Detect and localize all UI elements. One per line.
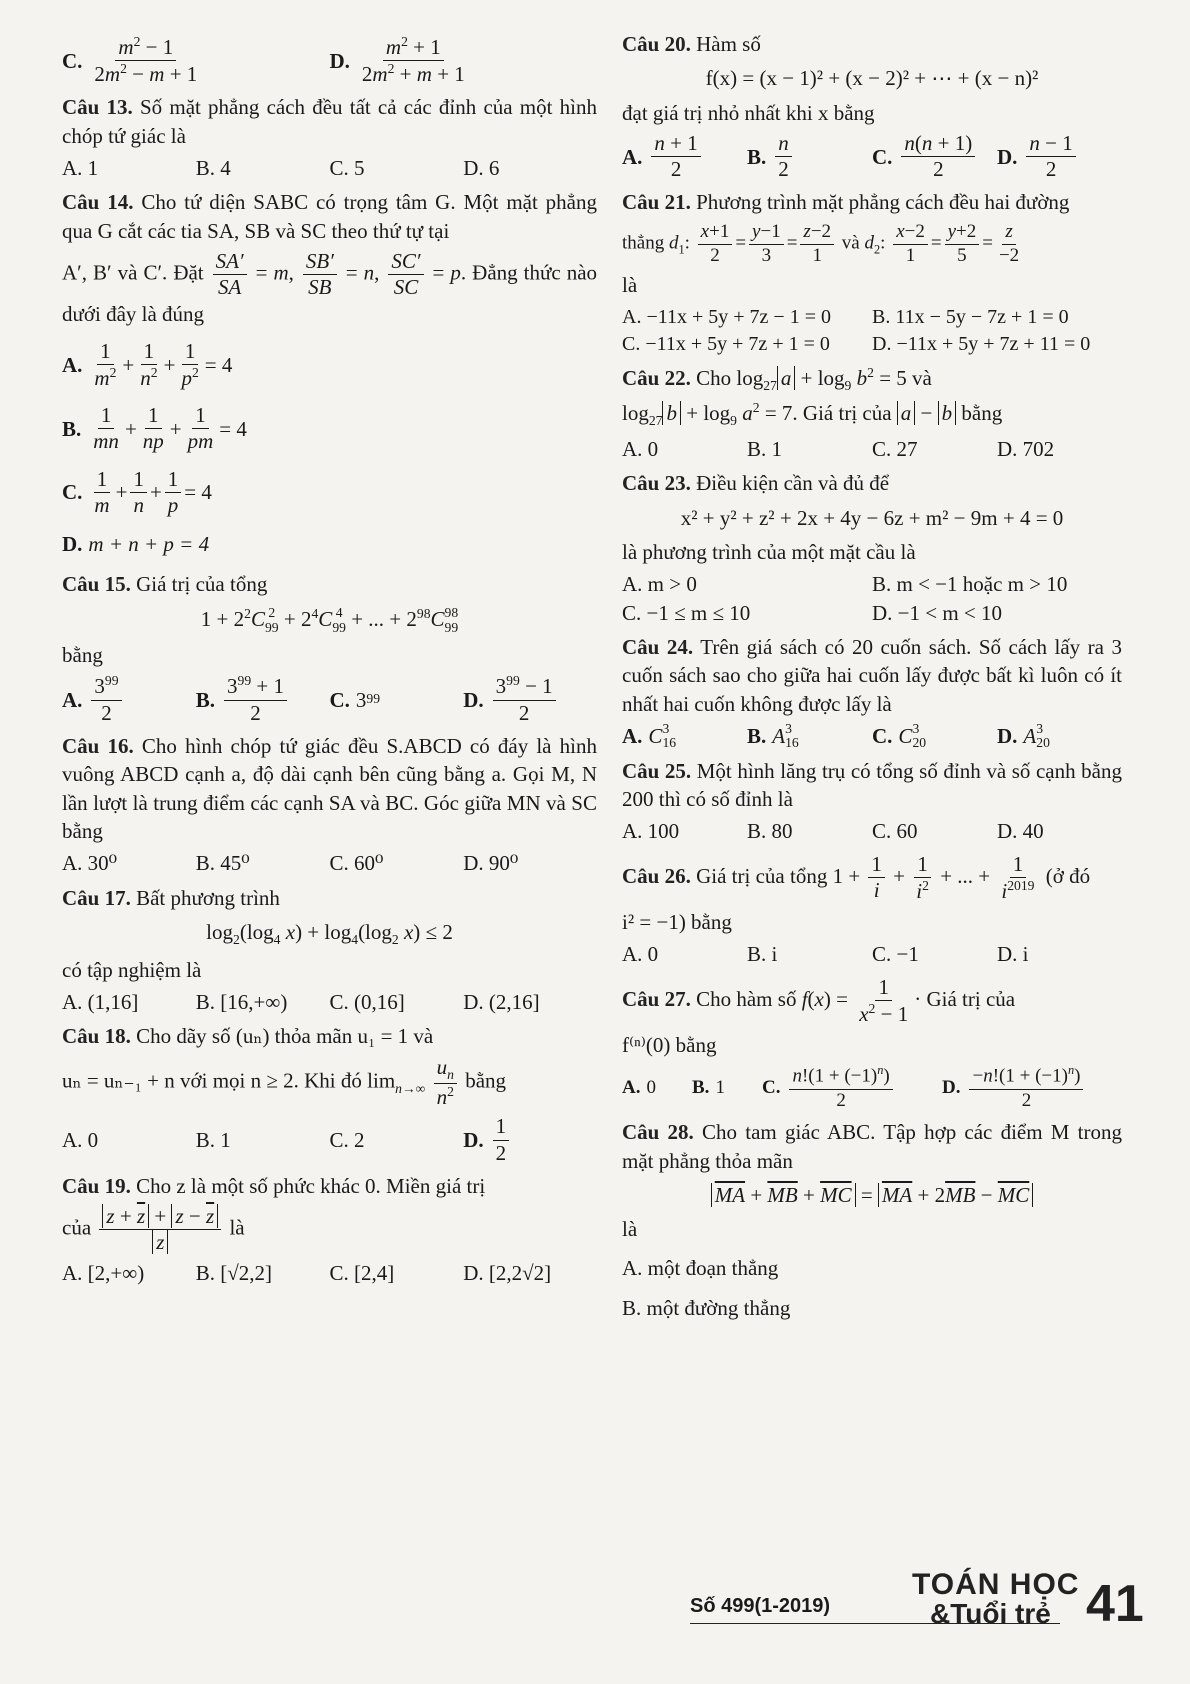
question-text: Bất phương trình [136, 885, 280, 910]
option-c: C. 5 [329, 156, 365, 181]
question-text-2: có tập nghiệm là [62, 957, 202, 982]
question-label: Câu 14. [62, 190, 134, 215]
option-text: m + n + p = 4 [88, 531, 210, 556]
page-number: 41 [1086, 1575, 1144, 1633]
option-a: A. một đoạn thẳng [622, 1255, 779, 1280]
formula: $\log_2(\log_4$ $x) + \log_4(\log_2$ x) ≤ 2 [206, 919, 453, 948]
question-20 [622, 30, 1122, 182]
option-d: D. $\frac{1}{2}$ [463, 1114, 597, 1165]
option-a: A. 1 [62, 156, 99, 181]
question-text-2: của [62, 1215, 92, 1240]
option-b: B. [16,+∞) [195, 989, 288, 1014]
option-b: B. một đường thẳng [622, 1296, 791, 1321]
question-16 [62, 732, 597, 878]
question-text-2: bằng [62, 643, 103, 668]
question-15 [62, 570, 597, 726]
question-text: Cho dãy số (uₙ) thỏa mãn u₁ = 1 và [136, 1024, 434, 1049]
option-a: A. m > 0 [622, 572, 697, 597]
question-text: Phương trình mặt phẳng cách đều hai đường [696, 190, 1070, 215]
option-label: D. [329, 48, 350, 73]
question-21: Câu 21. Phương trình mặt phẳng cách đều hai đường thẳng $d_1$: $\frac{x+1}{2}$ = $\frac{y-1}{3}$ = $\frac{z-2}{1}$ và $d_2$: $\frac{x-2}{1}$ = $\frac{y+2}{5}$ = $\frac{z}{-2}$ là A. −11x + 5y + 7z − 1 = 0 B. 11x − 5y − 7z + 1 = 0 C. −11x + 5y + 7z + 1 = 0 D. −11x + 5y + 7z + 11 = 0 [622, 188, 1122, 357]
option-a: A. 30⁰ [62, 851, 118, 876]
question-label: Câu 21. [622, 190, 691, 215]
question-text-3: bằng [465, 1068, 507, 1093]
question-label: Câu 20. [622, 32, 691, 56]
option-b: B. 45⁰ [195, 851, 250, 876]
option-b: B. 1 [747, 436, 783, 461]
question-text-4: bằng [961, 401, 1003, 426]
question-text: Hàm số [696, 32, 761, 56]
fraction: $\frac{SB'}{SB}$ [303, 249, 337, 300]
question-label: Câu 22. [622, 365, 691, 390]
option-c: C. −11x + 5y + 7z + 1 = 0 [622, 332, 830, 355]
option-d: D. i [997, 942, 1029, 967]
issue-number: Số 499(1-2019) [690, 1595, 831, 1617]
option-a: A. 0 [622, 1077, 656, 1099]
question-text-2: uₙ = uₙ₋₁ + n với mọi n ≥ 2. Khi đó [62, 1068, 362, 1093]
option-a: A. [2,+∞) [62, 1261, 145, 1286]
question-text: Cho [696, 365, 732, 390]
question-label: Câu 23. [622, 471, 691, 496]
option-c: C. $\frac{n(n + 1)}{2}$ [872, 131, 997, 182]
option-c: C. −1 [872, 942, 919, 967]
formula: f(x) = (x − 1)² + (x − 2)² + ⋯ + (x − n)² [705, 66, 1039, 91]
option-b: B. 80 [747, 819, 793, 844]
option-b: B. [√2,2] [195, 1261, 273, 1286]
option-c: C. (0,16] [329, 989, 405, 1014]
option-d: D. A 3 20 [997, 721, 1050, 751]
option-a: A. C 3 16 [622, 721, 677, 751]
question-26: Câu 26. Giá trị của tổng 1 + $\frac{1}{i}$ + $\frac{1}{i^2}$ + ... + $\frac{1}{i^{2019}}$ (ở đó i² = −1) bằng A. 0 B. i C. −1 D. i [622, 852, 1122, 969]
left-column [62, 30, 597, 1294]
question-text: Số mặt phẳng cách đều tất cả các đỉnh của một hình chóp tứ giác là [62, 95, 597, 148]
option-b: B. 1 [195, 1127, 231, 1152]
question-label: Câu 25. [622, 758, 692, 783]
option-label: C. [62, 48, 83, 73]
question-text: Trên giá sách có 20 cuốn sách. Số cách lấy ra 3 cuốn sách sao cho giữa hai cuốn lấy được bất kì luôn có ít nhất hai cuốn không được lấy là [622, 634, 1122, 716]
option-a: A. (1,16] [62, 989, 139, 1014]
question-label: Câu 18. [62, 1024, 131, 1049]
magazine-logo-line1: TOÁN HỌC [912, 1568, 1080, 1601]
question-text: Một hình lăng trụ có tổng số đỉnh và số cạnh bằng 200 thì có số đỉnh là [622, 758, 1122, 811]
option-b: B. 11x − 5y − 7z + 1 = 0 [872, 305, 1069, 328]
option-d: D. 90⁰ [463, 851, 519, 876]
question-28 [622, 1118, 1122, 1328]
option-d: D. $\frac{3^{99} - 1}{2}$ [463, 673, 597, 725]
fraction: $\frac{SC'}{SC}$ [388, 249, 423, 300]
question-label: Câu 15. [62, 572, 131, 597]
option-c: C. 3 99 [329, 687, 381, 712]
option-c: C. $\frac{1}{m}$ + $\frac{1}{n}$ + $\frac{1}{p}$ = 4 [62, 466, 212, 517]
option-b: B. $\frac{1}{mn}$ + $\frac{1}{np}$ + $\frac{1}{pm}$ = 4 [62, 403, 247, 454]
option-d: D. 702 [997, 436, 1055, 461]
question-text: Điều kiện cần và đủ để [696, 471, 890, 496]
formula: $\overline{MA} + \overline{MB} + \overline{MC} = \overline{MA} + 2\overline{MB} - \overline{MC}$ [622, 1181, 1122, 1209]
question-text: Cho tứ diện SABC có trọng tâm G. Một mặt phẳng qua G cắt các tia SA, SB và SC theo thứ tự tại [62, 190, 597, 243]
option-c: C. C 3 20 [872, 721, 927, 751]
option-c: C. $\frac{n!(1 + (-1)^n)}{2}$ [762, 1063, 942, 1112]
option-a: A. 0 [622, 436, 659, 461]
formula: x² + y² + z² + 2x + 4y − 6z + m² − 9m + 4 = 0 [680, 505, 1064, 530]
option-b: B. $\frac{n}{2}$ [747, 131, 872, 182]
question-12-tail [62, 34, 597, 87]
question-text: Giá trị của tổng [136, 572, 268, 597]
option-b: B. 1 [692, 1077, 725, 1099]
question-text-3: f⁽ⁿ⁾(0) bằng [622, 1033, 717, 1058]
option-c: C. −1 ≤ m ≤ 10 [622, 600, 751, 625]
question-label: Câu 13. [62, 95, 133, 120]
formula: $1 + 2^2C$ 2 99 + $2^4C$ 4 99 + ... + $2^{98}C$ 98 99 [200, 605, 459, 635]
question-label: Câu 27. [622, 986, 691, 1011]
question-text-3: Giá trị của [802, 401, 892, 426]
question-text: Cho tam giác ABC. Tập hợp các điểm M trong mặt phẳng thỏa mãn [622, 1120, 1122, 1173]
page-footer [690, 1565, 1160, 1635]
question-19 [62, 1172, 597, 1288]
option-b: B. m < −1 hoặc m > 10 [872, 572, 1068, 597]
option-b: B. 4 [195, 156, 231, 181]
option-d: D. 6 [463, 156, 500, 181]
question-text-2: thẳng [622, 232, 665, 254]
question-text-3: là [229, 1215, 245, 1240]
question-25 [622, 757, 1122, 846]
option-a: A. 100 [622, 819, 680, 844]
fraction: $\frac{m^2 + 1}{2m^2 + m + 1}$ [361, 34, 465, 87]
magazine-logo-line2: &Tuổi trẻ [930, 1598, 1051, 1629]
question-label: Câu 16. [62, 733, 134, 758]
option-d: D. 40 [997, 819, 1044, 844]
question-27: Câu 27. Cho hàm số f(x) = $\frac{1}{x^2 - 1}$ · Giá trị của f⁽ⁿ⁾(0) bằng A. 0 B. 1 C. $\frac{n!(1 + (-1)^n)}{2}$ D. $\frac{-n!(1 + (-1)^n)}{2}$ [622, 975, 1122, 1113]
question-22: Câu 22. Cho $\log_{27} a + \log_9 b^2 = 5$ và $\log_{27} b + \log_9 a^2 = 7$. Giá trị của a − b bằng A. 0 B. 1 C. 27 D. 702 [622, 364, 1122, 464]
question-18: Câu 18. Cho dãy số (uₙ) thỏa mãn u₁ = 1 và uₙ = uₙ₋₁ + n với mọi n ≥ 2. Khi đó $\lim_{n\to\infty}$ $\frac{u_n}{n^2}$ bằng A. 0 B. 1 C. 2 D. $\frac{1}{2}$ [62, 1022, 597, 1165]
option-c: C. 2 [329, 1127, 365, 1152]
fraction: $\frac{m^2 - 1}{2m^2 - m + 1}$ [94, 34, 198, 87]
question-label: Câu 26. [622, 863, 691, 888]
question-label: Câu 17. [62, 885, 131, 910]
option-a: A. $\frac{3^{99}}{2}$ [62, 673, 196, 725]
question-text: Cho z là một số phức khác 0. Miền giá trị [136, 1173, 486, 1198]
question-14: Câu 14. Cho tứ diện SABC có trọng tâm G. Một mặt phẳng qua G cắt các tia SA, SB và SC theo thứ tự tại A′, B′ và C′. Đặt $\frac{SA'}{SA}$ = m, $\frac{SB'}{SB}$ = n, $\frac{SC'}{SC}$ = p. Đẳng thức nào dưới đây là đúng A. $\frac{1}{m^2}$ + $\frac{1}{n^2}$ + $\frac{1}{p^2}$ = 4 B. $\frac{1}{mn}$ + $\frac{1}{np}$ + $\frac{1}{pm}$ = 4 C. $\frac{1}{m}$ + $\frac{1}{n}$ + $\frac{1}{p}$ = 4 D. m + n + p = 4 [62, 188, 597, 564]
option-c: C. 27 [872, 436, 918, 461]
question-text-2: A′, B′ và C′. Đặt [62, 260, 204, 285]
option-c: C. 60⁰ [329, 851, 384, 876]
option-d: D. −11x + 5y + 7z + 11 = 0 [872, 332, 1091, 355]
option-d [330, 34, 598, 87]
question-label: Câu 24. [622, 634, 694, 659]
question-text-2: là [622, 1217, 638, 1242]
question-text-2: đạt giá trị nhỏ nhất khi x bằng [622, 100, 875, 125]
option-c: C. [2,4] [329, 1261, 395, 1286]
question-text-3: Đẳng thức nào dưới đây là đúng [62, 260, 598, 327]
option-d: D. $\frac{n - 1}{2}$ [997, 131, 1122, 182]
option-c [62, 34, 330, 87]
option-a: A. 0 [622, 942, 659, 967]
option-c: C. 60 [872, 819, 918, 844]
question-23 [622, 469, 1122, 627]
question-text-2: là phương trình của một mặt cầu là [622, 539, 916, 564]
option-d: D. −1 < m < 10 [872, 600, 1003, 625]
question-text-2: và [912, 365, 932, 390]
option-d: D. $\frac{-n!(1 + (-1)^n)}{2}$ [942, 1063, 1122, 1112]
question-text-2: Giá trị của [926, 986, 1016, 1011]
question-text-2: (ở đó [1045, 863, 1091, 888]
option-b: B. $\frac{3^{99} + 1}{2}$ [196, 673, 330, 725]
option-d: D. (2,16] [463, 989, 540, 1014]
option-d: D. [2,2√2] [463, 1261, 552, 1286]
option-a: A. $\frac{n + 1}{2}$ [622, 131, 747, 182]
question-text: Cho hàm số [696, 986, 797, 1011]
option-b: B. A 3 16 [747, 721, 799, 751]
fraction: $\frac{SA'}{SA}$ [213, 249, 247, 300]
option-b: B. i [747, 942, 778, 967]
question-text: Cho hình chóp tứ giác đều S.ABCD có đáy là hình vuông ABCD cạnh a, độ dài cạnh bên cũng bằng a. Gọi M, N lần lượt là trung điểm các cạnh SA và BC. Góc giữa MN và SC bằng [62, 733, 597, 843]
option-d: D. m + n + p = 4 [62, 530, 597, 558]
option-a: A. −11x + 5y + 7z − 1 = 0 [622, 305, 831, 328]
question-text-3: là [622, 273, 638, 298]
option-a: A. $\frac{1}{m^2}$ + $\frac{1}{n^2}$ + $\frac{1}{p^2}$ = 4 [62, 338, 233, 390]
question-label: Câu 19. [62, 1173, 131, 1198]
fraction: $\frac{z + \overline{z} + z - \overline{z}}{z}$ [99, 1204, 221, 1255]
question-text-3: i² = −1) bằng [622, 910, 732, 935]
question-24 [622, 633, 1122, 751]
question-text: Giá trị của tổng [696, 863, 828, 888]
right-column [622, 30, 1122, 1334]
option-a: A. 0 [62, 1127, 99, 1152]
question-13 [62, 93, 597, 182]
question-17 [62, 884, 597, 1017]
question-label: Câu 28. [622, 1120, 694, 1145]
